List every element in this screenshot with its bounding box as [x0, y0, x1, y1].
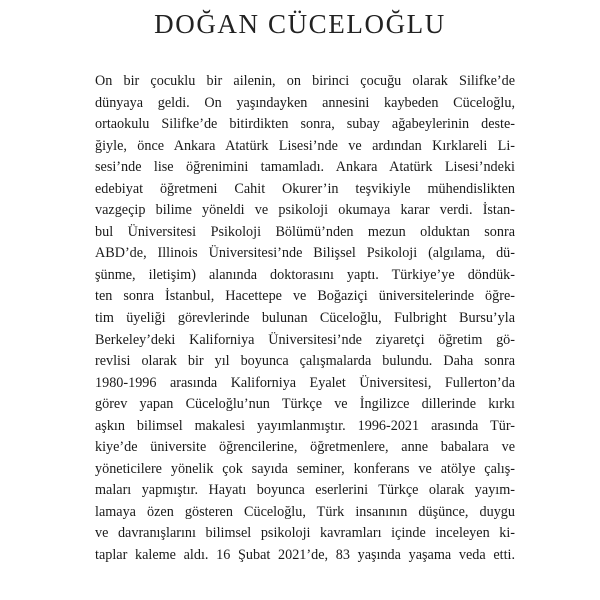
text-line: ğiyle, önce Ankara Atatürk Lisesi’nde ve ardından Kırklareli Li- [95, 137, 515, 154]
text-line: ortaokulu Silifke’de bitirdikten sonra, subay ağabeylerinin deste- [95, 116, 515, 133]
text-line: bul Üniversitesi Psikoloji Bölümü’nden mezun olduktan sonra [95, 223, 515, 240]
text-line: lamaya özen gösteren Cüceloğlu, Türk insanının düşünce, duygu [95, 503, 515, 520]
text-line: Berkeley’deki Kaliforniya Üniversitesi’nde ziyaretçi öğretim gö- [95, 331, 515, 348]
text-line: revlisi olarak bir yıl boyunca çalışmalarda bulundu. Daha sonra [95, 353, 515, 370]
text-line: ten sonra İstanbul, Hacettepe ve Boğaziçi üniversitelerinde öğre- [95, 288, 515, 305]
text-line: tim üyeliği görevlerinde bulunan Cüceloğlu, Fulbright Bursu’yla [95, 310, 515, 327]
text-line: maları yapmıştır. Hayatı boyunca eserlerini Türkçe olarak yayım- [95, 482, 515, 499]
text-line: aşkın bilimsel makalesi yayımlanmıştır. 1996-2021 arasında Tür- [95, 417, 515, 434]
text-line: görev yapan Cüceloğlu’nun Türkçe ve İngilizce dillerinde kırkı [95, 396, 515, 413]
text-line: ABD’de, Illinois Üniversitesi’nde Bilişsel Psikoloji (algılama, dü- [95, 245, 515, 262]
text-line: sesi’nde lise öğrenimini tamamladı. Ankara Atatürk Lisesi’ndeki [95, 159, 515, 176]
page-title: DOĞAN CÜCELOĞLU [154, 9, 446, 39]
text-line: taplar kaleme aldı. 16 Şubat 2021’de, 83 yaşında yaşama veda etti. [95, 547, 515, 564]
text-line: 1980-1996 arasında Kaliforniya Eyalet Üniversitesi, Fullerton’da [95, 374, 515, 391]
text-line: dünyaya geldi. On yaşındayken annesini kaybeden Cüceloğlu, [95, 94, 515, 111]
text-line: On bir çocuklu bir ailenin, on birinci çocuğu olarak Silifke’de [95, 73, 515, 89]
text-line: ve davranışlarını bilimsel psikoloji kavramları içinde inceleyen ki- [95, 525, 515, 542]
text-line: vazgeçip bilime yöneldi ve psikoloji okumaya karar verdi. İstan- [95, 202, 515, 219]
biography-text [95, 71, 515, 567]
text-line: şünme, iletişim) alanında doktorasını yaptı. Türkiye’ye döndük- [95, 266, 515, 283]
text-line: edebiyat öğretmeni Cahit Okurer’in teşvikiyle mühendislikten [95, 180, 515, 197]
text-line: yöneticilere yönelik çok sayıda seminer, konferans ve atölye çalış- [95, 460, 515, 477]
text-line: kiye’de üniversite öğrencilerine, öğretmenlere, anne babalara ve [95, 439, 515, 456]
